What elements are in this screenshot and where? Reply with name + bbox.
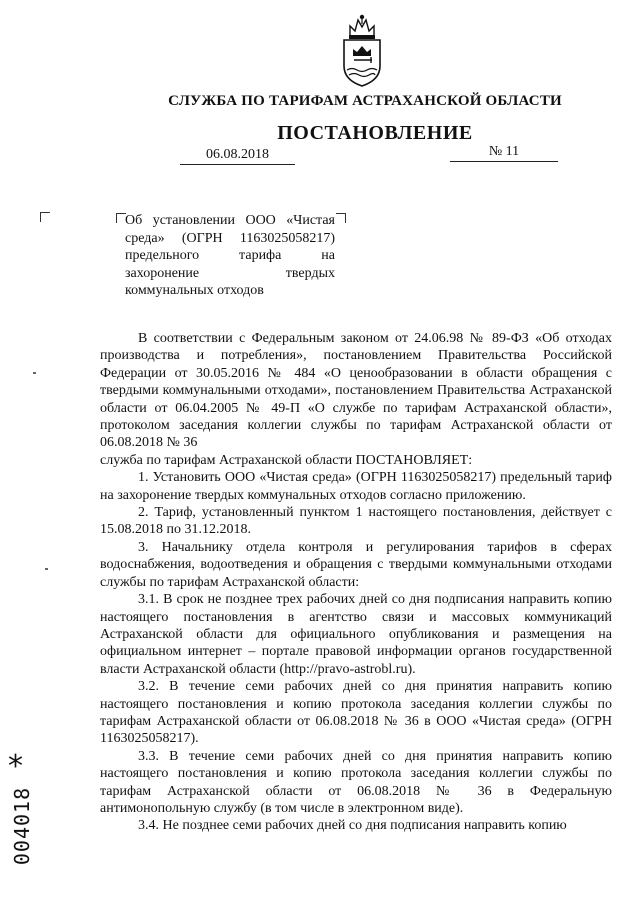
paragraph-item-3: 3. Начальнику отдела контроля и регулирования тарифов в сферах водоснабжения, водоотведения и обращения с твердыми коммунальными отходами службы по тарифам Астраханской области: (100, 539, 612, 590)
paragraph-item-3-2: 3.2. В течение семи рабочих дней со дня принятия направить копию настоящего постановления и копию протокола заседания коллегии службы по тарифам Астраханской области от 06.08.2018 № 36 в ООО «Чистая среда» (ОГРН 1163025058217). (100, 679, 612, 747)
paragraph-item-1: 1. Установить ООО «Чистая среда» (ОГРН 1163025058217) предельный тариф на захоронение твердых коммунальных отходов согласно приложению. (100, 470, 612, 503)
paragraph-item-3-1: 3.1. В срок не позднее трех рабочих дней со дня подписания направить копию настоящего постановления в агентство связи и массовых коммуникаций Астраханской области для официального опубликования и размещения на официальном интернет – портале правовой информации органов государственной власти Астраханской области (http://pravo-astrobl.ru). (100, 592, 612, 677)
paragraph-preamble: В соответствии с Федеральным законом от 24.06.98 № 89-ФЗ «Об отходах производства и потребления», постановлением Правительства Российской Федерации от 30.05.2016 № 484 «О ценообразовании в области обращения с твердыми коммунальными отходами», постановлением Правительства Астраханской области от 06.04.2005 № 49-П «О службе по тарифам Астраханской области», протоколом заседания коллегии службы по тарифам Астраханской области от 06.08.2018 № 36 (100, 331, 612, 451)
paragraph-item-3-4: 3.4. Не позднее семи рабочих дней со дня подписания направить копию (138, 818, 567, 834)
asterisk-mark: * (8, 749, 23, 784)
registration-stamp (4, 749, 44, 866)
paragraph-item-3-3: 3.3. В течение семи рабочих дней со дня принятия направить копию настоящего постановления и копию протокола заседания коллегии службы по тарифам Астраханской области от 06.08.2018 № 36 в Федеральную антимонопольную службу (в том числе в электронном виде). (100, 748, 612, 816)
scan-speck (33, 372, 36, 374)
document-subject: Об установлении ООО «Чистая среда» (ОГРН 1163025058217) предельного тарифа на захоронение твердых коммунальных отходов (125, 213, 335, 299)
document-date: 06.08.2018 (180, 146, 295, 165)
paragraph-item-2: 2. Тариф, установленный пунктом 1 настоящего постановления, действует с 15.08.2018 по 31.12.2018. (100, 505, 612, 538)
document-number: № 11 (450, 143, 558, 162)
document-type: ПОСТАНОВЛЕНИЕ (277, 122, 473, 144)
scan-speck (45, 568, 48, 570)
document-body (100, 330, 612, 835)
registration-code: 004018 (10, 786, 34, 866)
corner-mark-subject-right (336, 213, 346, 223)
paragraph-resolves: служба по тарифам Астраханской области ПОСТАНОВЛЯЕТ: (100, 452, 473, 468)
corner-mark-left (40, 212, 50, 222)
astrakhan-coat-of-arms-icon (338, 12, 386, 88)
organization-name: СЛУЖБА ПО ТАРИФАМ АСТРАХАНСКОЙ ОБЛАСТИ (168, 93, 562, 109)
